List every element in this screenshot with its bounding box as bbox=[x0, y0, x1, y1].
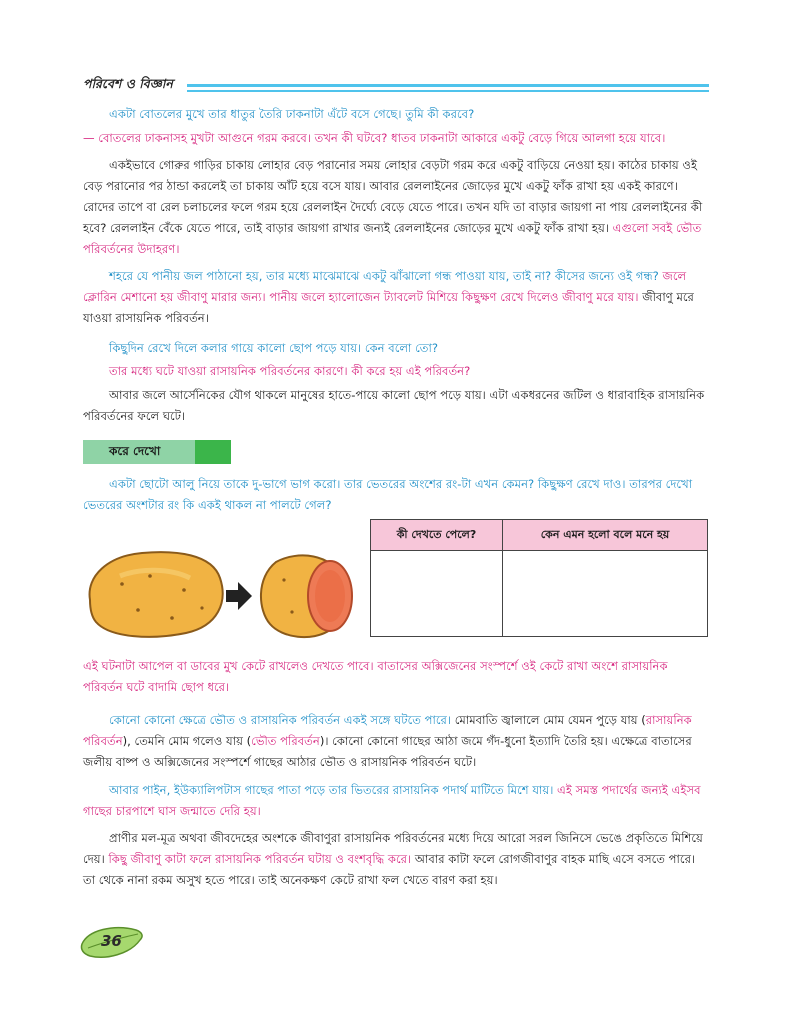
chemical-change-label: রাসায়নিক পরিবর্তন bbox=[83, 713, 692, 748]
book-title: পরিবেশ ও বিজ্ঞান bbox=[83, 76, 173, 91]
page-number: 36 bbox=[101, 932, 122, 950]
potato-instruction: একটা ছোটো আলু নিয়ে তাকে দু-ভাগে ভাগ করো। তার ভেতরের অংশের রং-টা এখন কেমন? কিছুক্ষণ রেখে দাও। তারপর দেখো ভেতরের অংশটার রং কি একই থাকল না পালটে গেল? bbox=[83, 477, 693, 512]
activity-heading: করে দেখো bbox=[109, 444, 161, 458]
bottle-answer: — বোতলের ঢাকনাসহ মুখটা আগুনে গরম করবে। তখন কী ঘটবে? ধাতব ঢাকনাটা আকারে একটু বেড়ে গিয়ে আলগা হয়ে যাবে। bbox=[83, 131, 666, 145]
physical-change-label: ভৌত পরিবর্তন bbox=[251, 734, 320, 748]
pine-paragraph bbox=[83, 780, 709, 822]
table-header-observed: কী দেখতে পেলে? bbox=[371, 520, 503, 551]
cut-potato-icon bbox=[261, 555, 352, 637]
pine-highlight: এই সমস্ত পদার্থের জন্যই এইসব গাছের চারপাশে ঘাস জন্মাতে দেরি হয়। bbox=[83, 783, 701, 818]
banana-question: কিছুদিন রেখে দিলে কলার গায়ে কালো ছোপ পড়ে যায়। কেন বলো তো? bbox=[109, 341, 438, 355]
physical-change-note: এগুলো সবই ভৌত পরিবর্তনের উদাহরণ। bbox=[83, 221, 702, 256]
arrow-right-icon bbox=[226, 582, 252, 610]
whole-potato-icon bbox=[90, 552, 223, 637]
expansion-paragraph bbox=[83, 155, 709, 260]
activity-heading-box bbox=[83, 440, 231, 464]
observation-table bbox=[370, 519, 708, 637]
header-rule bbox=[187, 84, 709, 87]
potato-illustration bbox=[80, 538, 365, 650]
banana-answer: তার মধ্যে ঘটে যাওয়া রাসায়নিক পরিবর্তনের কারণে। কী করে হয় এই পরিবর্তন? bbox=[109, 364, 471, 378]
apple-paragraph: এই ঘটনাটা আপেল বা ডাবের মুখ কেটে রাখলেও দেখতে পাবে। বাতাসের অক্সিজেনের সংস্পর্শে ওই কেটে রাখা অংশে রাসায়নিক পরিবর্তন ঘটে বাদামি ছোপ ধরে। bbox=[83, 659, 668, 694]
bottle-question: একটা বোতলের মুখে তার ধাতুর তৈরি ঢাকনাটা এঁটে বসে গেছে। তুমি কী করবে? bbox=[109, 107, 475, 121]
chlorine-paragraph bbox=[83, 266, 709, 329]
header-rule-thin bbox=[187, 90, 709, 92]
page-header bbox=[83, 72, 709, 102]
table-cell-reason[interactable] bbox=[502, 551, 707, 637]
chlorine-conclusion: জীবাণু মরে যাওয়া রাসায়নিক পরিবর্তন। bbox=[83, 290, 694, 325]
expansion-text: একইভাবে গোরুর গাড়ির চাকায় লোহার বেড় পরানোর সময় লোহার বেড়টা গরম করে একটু বাড়িয়ে নেওয়া হয়। কাঠের চাকায় ওই বেড় পরানোর পর ঠান্ডা করলেই তা চাকায় আঁট হয়ে বসে যায়। আবার রেললাইনের জোড়ের মুখে একটু ফাঁক রাখা হয় একই কারণে। রোদের তাপে বা রেল চলাচলের ফলে গরম হয়ে রেললাইন দৈর্ঘ্যে বেড়ে যেতে পারে। তখন যদি তা বাড়ার জায়গা না পায় রেললাইনের কী হবে? রেললাইন বেঁকে যেতে পারে, তাই বাড়ার জায়গা রাখার জন্যই রেললাইনের জোড়ের মুখে একটু ফাঁক রাখা হয়। bbox=[83, 158, 703, 235]
page-number-badge bbox=[78, 922, 146, 962]
table-header-reason: কেন এমন হলো বলে মনে হয় bbox=[502, 520, 707, 551]
microbe-paragraph: প্রাণীর মল-মূত্র অথবা জীবদেহের অংশকে জীবাণুরা রাসায়নিক পরিবর্তনের মধ্যে দিয়ে আরো সরল জিনিসে ভেঙে প্রকৃতিতে মিশিয়ে দেয়। কিছু জীবাণু কাটা ফলে রাসায়নিক পরিবর্তন ঘটায় ও বংশবৃদ্ধি করে। আবার কাটা ফলে রোগজীবাণুর বাহক মাছি এসে বসতে পারে। তা থেকে নানা রকম অসুখ হতে পারে। তাই অনেকক্ষণ কেটে রাখা ফল খেতে বারণ করা হয়। bbox=[83, 831, 703, 887]
chlorine-answer: জলে ক্লোরিন মেশানো হয় জীবাণু মারার জন্য। পানীয় জলে হ্যালোজেন ট্যাবলেট মিশিয়ে কিছুক্ষণ রেখে দিলেও জীবাণু মরে যায়। bbox=[83, 269, 687, 304]
table-cell-observed[interactable] bbox=[371, 551, 503, 637]
microbe-highlight: কিছু জীবাণু কাটা ফলে রাসায়নিক পরিবর্তন ঘটায় ও বংশবৃদ্ধি করে। bbox=[104, 852, 412, 866]
candle-paragraph: কোনো কোনো ক্ষেত্রে ভৌত ও রাসায়নিক পরিবর্তন একই সঙ্গে ঘটতে পারে। মোমবাতি জ্বালালে মোম যেমন পুড়ে যায় (রাসায়নিক পরিবর্তন), তেমনি মোম গলেও যায় (ভৌত পরিবর্তন)। কোনো কোনো গাছের আঠা জমে গঁদ-ধুনো ইত্যাদি তৈরি হয়। এক্ষেত্রে বাতাসের জলীয় বাষ্প ও অক্সিজেনের সংস্পর্শে গাছের আঠার ভৌত ও রাসায়নিক পরিবর্তন ঘটে। bbox=[83, 713, 692, 769]
arsenic-paragraph: আবার জলে আর্সেনিকের যৌগ থাকলে মানুষের হাতে-পায়ে কালো ছোপ পড়ে যায়। এটা একধরনের জটিল ও ধারাবাহিক রাসায়নিক পরিবর্তনের ফলে ঘটে। bbox=[83, 388, 705, 423]
both-changes-statement: কোনো কোনো ক্ষেত্রে ভৌত ও রাসায়নিক পরিবর্তন একই সঙ্গে ঘটতে পারে। bbox=[109, 713, 452, 727]
pine-text: আবার পাইন, ইউক্যালিপটাস গাছের পাতা পড়ে তার ভিতরের রাসায়নিক পদার্থ মাটিতে মিশে যায়। bbox=[109, 783, 554, 797]
chlorine-question: শহরে যে পানীয় জল পাঠানো হয়, তার মধ্যে মাঝেমাঝে একটু ঝাঁঝালো গন্ধ পাওয়া যায়, তাই না? কীসের জন্যে ওই গন্ধ? bbox=[109, 269, 659, 283]
